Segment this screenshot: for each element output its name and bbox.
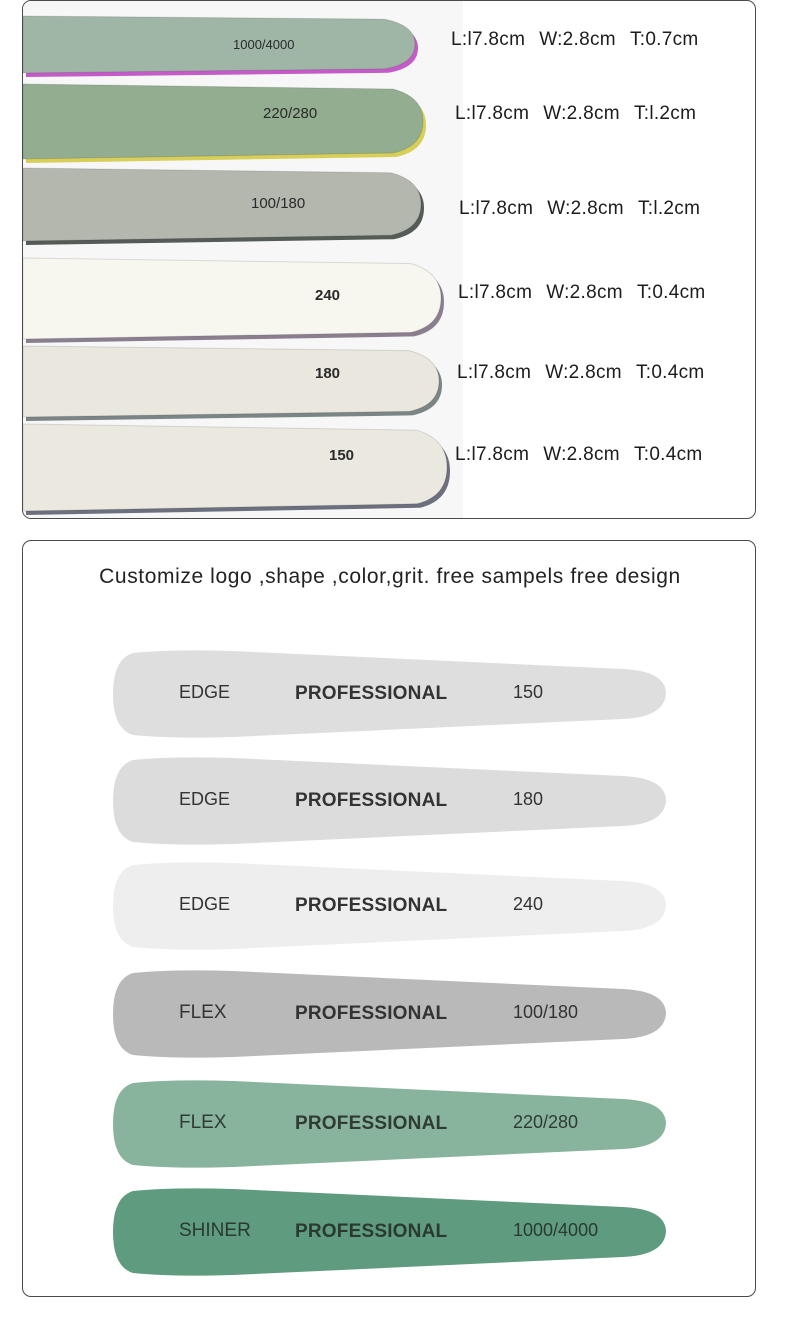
template-file-5	[113, 1079, 668, 1171]
spec-line	[458, 282, 706, 304]
template-brand-label: PROFESSIONAL	[295, 790, 448, 811]
photo-file-surface	[23, 258, 441, 339]
spec-line	[451, 29, 699, 51]
template-type-label: SHINER	[179, 1220, 251, 1241]
photo-file-surface	[23, 84, 423, 159]
template-grit-label: 220/280	[513, 1112, 579, 1132]
spec-thickness: T:l.2cm	[637, 198, 701, 219]
photo-file-2	[23, 81, 431, 167]
photo-file-3	[23, 165, 429, 249]
template-brand-label: PROFESSIONAL	[295, 1221, 448, 1242]
spec-length: L:l7.8cm	[455, 103, 530, 124]
template-file-2	[113, 756, 668, 848]
template-file-1	[113, 649, 668, 741]
template-brand-label: PROFESSIONAL	[295, 895, 448, 916]
photo-grit-label: 220/280	[263, 105, 318, 122]
photo-file-surface	[23, 346, 439, 417]
template-grit-label: 180	[513, 789, 544, 809]
template-file-3	[113, 861, 668, 953]
spec-width: W:2.8cm	[545, 362, 622, 383]
photo-file-surface	[23, 424, 447, 511]
photo-file-surface	[23, 16, 415, 73]
template-brand-label: PROFESSIONAL	[295, 1113, 448, 1134]
product-photo-panel	[22, 0, 756, 519]
spec-thickness: T:0.4cm	[635, 362, 705, 383]
template-brand-label: PROFESSIONAL	[295, 683, 448, 704]
template-file-6	[113, 1187, 668, 1279]
spec-width: W:2.8cm	[543, 444, 620, 465]
spec-width: W:2.8cm	[539, 29, 616, 50]
template-brand-label: PROFESSIONAL	[295, 1003, 448, 1024]
template-grit-label: 1000/4000	[513, 1220, 599, 1240]
spec-line	[457, 362, 705, 384]
spec-length: L:l7.8cm	[455, 444, 530, 465]
spec-length: L:l7.8cm	[451, 29, 526, 50]
spec-line	[455, 444, 703, 466]
photo-grit-label: 180	[315, 365, 341, 382]
template-grit-label: 100/180	[513, 1002, 579, 1022]
spec-length: L:l7.8cm	[458, 282, 533, 303]
spec-line	[455, 103, 696, 125]
photo-file-5	[23, 343, 447, 425]
spec-width: W:2.8cm	[546, 282, 623, 303]
spec-thickness: T:0.7cm	[629, 29, 699, 50]
spec-line	[459, 198, 700, 220]
template-type-label: EDGE	[179, 894, 231, 914]
template-grit-label: 150	[513, 682, 544, 702]
customize-panel	[22, 540, 756, 1297]
spec-length: L:l7.8cm	[457, 362, 532, 383]
spec-width: W:2.8cm	[543, 103, 620, 124]
template-type-label: FLEX	[179, 1002, 227, 1023]
template-file-4	[113, 969, 668, 1061]
customize-heading: Customize logo ,shape ,color,grit. free sampels free design	[99, 565, 681, 588]
photo-file-4	[23, 255, 449, 347]
template-type-label: EDGE	[179, 682, 231, 702]
spec-thickness: T:0.4cm	[636, 282, 706, 303]
photo-file-1	[23, 13, 423, 81]
nail-file-photo	[23, 1, 463, 519]
template-type-label: FLEX	[179, 1112, 227, 1133]
template-type-label: EDGE	[179, 789, 231, 809]
photo-grit-label: 1000/4000	[233, 37, 295, 52]
photo-grit-label: 150	[329, 447, 355, 464]
spec-length: L:l7.8cm	[459, 198, 534, 219]
photo-grit-label: 240	[315, 287, 341, 304]
spec-thickness: T:l.2cm	[633, 103, 697, 124]
photo-file-6	[23, 421, 455, 519]
photo-grit-label: 100/180	[251, 195, 306, 212]
spec-thickness: T:0.4cm	[633, 444, 703, 465]
spec-width: W:2.8cm	[547, 198, 624, 219]
template-grit-label: 240	[513, 894, 544, 914]
photo-file-surface	[23, 168, 421, 241]
